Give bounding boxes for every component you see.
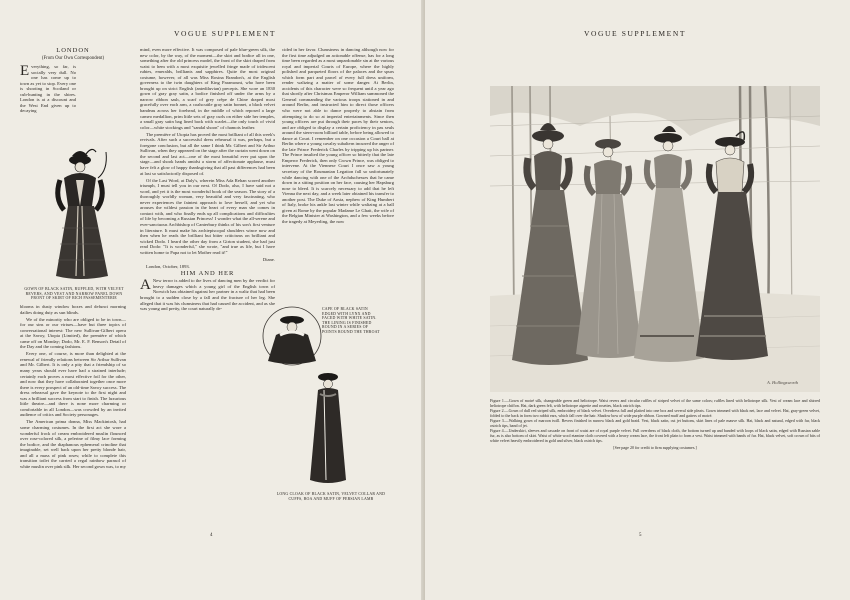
col2-p2: The première of Utopia has proved the most brilliant of all this week's revivals. After such a successful dress rehearsal it was, perhaps, but a foregone conclusion, but all the same I think Mr. Gilbert and Sir Arthur Sullivan, when they appeared on the stage after the curtain went down on the second and last act—one of the most beautiful ever put upon the stage—and shook hands amidst a storm of affectionate applause, must have felt a glow of happy thanksgiving that all past differences had been at last so satisfactorily disposed of.	[140, 131, 275, 176]
london-p4: Every one, of course, is more than delighted at the renewal of friendly relations between Sir Arthur Sullivan and Mr. Gilbert. It is only a pity that a friendship of so many years should ever have had a strained interlude; certainly each proves a most effective foil for the other, and now that they have collaborated together once more there is every prospect of an old-time Savoy success. The dress rehearsal gave the keynote to the first night and was a brilliant success from start to finish. The luxurious little theatre—and there is none more charming or comfortable in all London—was crowded by an invited audience of critics and Society personages.	[20, 351, 126, 418]
column-1-lower	[20, 304, 126, 471]
col2-p3: Of the Last Word, at Daly's, wherein Miss Ada Rehan scored another triumph, I must tell you in our next. Of Dodo, also, I have said not a word, and yet it is the most wonderful book of the season. The story of a thoroughly worldly woman, very beautiful and very fascinating, who never experiences the faintest approach to love herself, and yet who arouses the wildest passion in the heart of every man she comes in contact with, and who finally ends up all complications and difficulties of life by becoming a Russian Princess! I wonder what the all-serene and ever-sanctuous Archbishop of Canterbury thinks of his son's first venture in literature. It must make his archiepiscopal shoulders wince now and then when he reads the brilliant but bitter criticisms on brilliant and wicked Dodo. I heard the other day from a Girton student, she had just read Dodo: "It is wonderful," she wrote, "and true as life, but I have written home to Papa not to let Mother read it!"	[140, 177, 275, 255]
signature-diane: Diane.	[262, 256, 275, 262]
col2-p4: New terror is added to the lives of dancing men by the verdict for heavy damages which a young girl of the English town of Norwich has obtained against her partner in a waltz that had been brought to a sudden close by a fall and the fracture of her leg. She alleged that it was his clumsiness that had caused the accident, and as she was young and pretty, the court naturally de-	[140, 278, 275, 312]
four-figures-drawing	[490, 86, 820, 392]
cloak-caption: LONG CLOAK OF BLACK SATIN, VELVET COLLAR AND CUFFS, BOA AND MUFF OF PERSIAN LAMB	[276, 492, 386, 501]
figure-descriptions	[490, 398, 820, 450]
him-and-her-opening	[140, 278, 275, 311]
gown-drawing	[42, 148, 120, 284]
london-subtitle: (From Our Own Correspondent)	[41, 55, 105, 61]
right-page	[425, 0, 850, 600]
cape-caption: CAPE OF BLACK SATIN EDGED WITH LYNX AND FACED WITH WHITE SATIN. THE LINING IS FINISHED ROUND IN A SERIES OF POINTS ROUND THE THROAT	[322, 307, 380, 334]
london-opening	[20, 64, 76, 114]
london-p1: verything, so far, is socially very dull. No one has come up to town as yet to stop. Every one is shooting in Scotland or cub-hunting in the shires. London is at a discount and the West End given up to decaying	[20, 64, 76, 114]
gown-caption: GOWN OF BLACK SATIN, RUFFLED, WITH VELVET REVERS, AND VEST AND NARROW PANEL DOWN FRONT OF SKIRT OF RICH PASSEMENTERIE	[24, 287, 124, 301]
london-p2: blooms in dusty window boxes and defunct morning dailies doing duty as sun blinds.	[20, 304, 126, 315]
gown-illustration	[42, 148, 120, 284]
him-and-her-title: HIM AND HER	[180, 269, 235, 277]
dropcap-a: A	[140, 277, 151, 294]
col2-p1: mind, even more effective. It was composed of pale blue-green silk, the new color, by the way, of the moment—the skirt and bodice all in one, something after the old princess model, the front of the skirt draped from waist to hem with a most exquisite jewelled fringe made of iridescent rubies, emeralds, brilliants and sapphires. Quite the most original costume, however, of all was Miss Rosina Brandon's, at the English governess to the twin daughters of King Paramount, who have been brought up on strict English (antediluvian) precepts. She wore an 1830 gown of gray gray satin, a bodice finished off under the arms by a narrow ribbon sash, a scarf of grey crêpe de Chine draped most gracefully over each arm, a coalscuttle gray satin bonnet, a black velvet bandeau across her forehead, in the middle of which reposed a large cameo medallion, prim little sets of gray curls on either side her temples, a small gray satin bag lined back with scarlet—the only touch of vivid color—white stockings and "sandal shoon" of chamois leather.	[140, 47, 275, 130]
cape-illustration	[262, 305, 322, 367]
column-2	[140, 47, 275, 312]
column-1	[20, 47, 126, 114]
running-head-right: VOGUE SUPPLEMENT	[583, 29, 687, 38]
london-title: LONDON	[56, 47, 90, 54]
promenade-illustration	[490, 86, 820, 392]
london-p3: We of the minority who are obliged to be in town—for our sins or our virtues—have but three topics of conversational interest: The new Sullivan-Gilbert opera at the Savoy, Utopia (Limited), the première of which came off on Monday; Dodo, Mr. E. F. Benson's Detail of the Day and the coming fashions.	[20, 316, 126, 350]
figure-4-description: Figure 4.—Underskirt, sleeves and cascade on front of waist are of royal purple velvet. Full overdress of black cloth, the bottom turned up and banded with loops of black satin, edged with Russian sable fur, as is also bottom of skirt. Waist of white wool etamine cloth covered with a heavy cream lace, the front left plain to form a vest. Waist trimmed with bands of fur. Hat, black velvet, soft crown of bits of white velvet heavily embroidered in gold and silver, black ostrich tips.	[490, 428, 820, 443]
running-head-left: VOGUE SUPPLEMENT	[173, 29, 277, 38]
folio-left: 4	[210, 533, 213, 538]
col3-p1: cided in her favor. Clumsiness in dancing although now for the first time adjudged an actionable offense, has for a long time been regarded as a most unpardonable sin at the various royal and imperial Courts of Europe, where the highly polished and parqueted floors of the palaces and the spurs which form part and parcel of every full dress uniform, render waltzing a matter of some danger. At Berlin, accidents of this character were so frequent until a year ago that shortly after Christmas Emperor William summoned the General commanding the various troops stationed in and around Berlin, and instructed him to direct those officers who were not able to dance properly to abstain from attempting to do so at imperial entertainments. Since then young officers are put through their paces by their seniors, and are obliged to display a certain proficiency in pas seuls around the stern-room billiard table, before being allowed to dance at Court. I remember on one occasion a Court ball at Berlin where a young cavalry subaltern incurred the anger of the late Prince Frederick Charles by tripping up his partner. The Prince insulted the young officer so bitterly that the late Emperor Frederick, then only Crown Prince, was obliged to intervene. At the Viennese Court I once saw a young secretary of the Roumanian Legation fall so unfortunately while dancing with one of the Archduchesses that he came down in a sitting position on her face, causing her Hapsburg nose to bleed. It is scarcely necessary to add that he left Vienna the next day, and a week later obtained his transfer to another post. The Duke of Aosta, nephew of King Humbert of Italy, broke his ankle last winter while waltzing at a ball given at Rome by the popular Madame Le Ghait, the wife of the Belgian Minister at Washington, and a few weeks before the tragedy at Meyerling, the now	[282, 47, 394, 224]
dateline: London, October, 1893.	[146, 263, 190, 269]
figure-1-description: Figure 1.—Gown of moiré silk, changeable green and heliotrope. Waist revers and circular ruffles of striped velvet of the same colors; ruffles lined with heliotrope silk. Vest of cream lace and shirred heliotrope chiffon. Hat, dark green felt, with heliotrope aigrette and rosettes, black ostrich tips.	[490, 398, 820, 408]
london-p5: The American prima donna, Miss Mackintosh, had some charming costumes. In the first act she wore a wonderful frock of cream embroidered muslin flounced over rose-colored silk, a pelerine of filmy lace forming the bodice, and the diaphanous ephemeral crinoline that imaginable, set well back upon her pretty blonde hair, and all a mass of pink roses; while to complete this transition toilet the carried a regal rainbow parasol of white muslin over pink silk. Her second gown was, to my	[20, 419, 126, 469]
cloak-illustration	[300, 368, 355, 488]
figure-3-description: Figure 3.—Walking gown of maroon twill. Revers finished in narrow black and gold braid. Vest, black satin, cut jet buttons, skirt lines of pale mauve silk. Hat, black and natural, edged with fur, black ostrich tips, band of jet.	[490, 418, 820, 428]
artist-signature: A. Hollingsworth	[767, 380, 799, 385]
credit-note: [See page 20 for credit to firm supplying costumes.]	[613, 445, 697, 450]
figure-2-description: Figure 2.—Gown of dull red striped silk, embroidery of black velvet. Overdress full and plaited into one box and several side pleats. Gown trimmed with black net, lace and velvet. Hat, gray-green velvet, folded to the back in form two rabbit ears, which fall over the hair. Shadow bow of wide purple ribbon. Gowned muff and gaiters of moiré.	[490, 408, 820, 418]
dropcap-e: E	[20, 63, 30, 80]
folio-right: 5	[639, 533, 642, 538]
column-3	[282, 47, 394, 226]
